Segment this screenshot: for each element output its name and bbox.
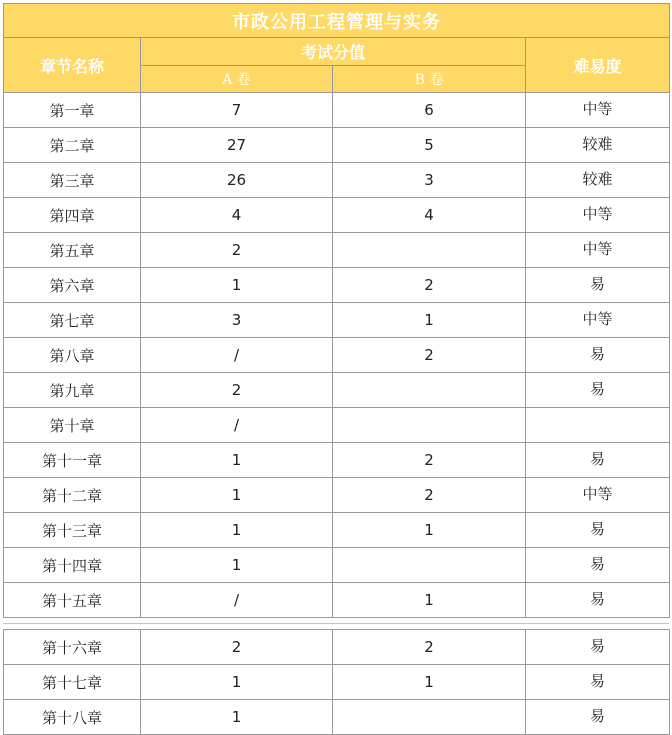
score-a-cell: 1 [141, 665, 333, 700]
table-row [4, 408, 670, 443]
header-paper-a: A 卷 [141, 66, 333, 93]
difficulty-cell: 较难 [526, 163, 670, 198]
score-b-cell: 6 [333, 93, 526, 128]
score-b-cell: 1 [333, 665, 526, 700]
table-row [4, 373, 670, 408]
chapter-cell: 第七章 [4, 303, 141, 338]
difficulty-cell: 易 [526, 373, 670, 408]
chapter-cell: 第十三章 [4, 513, 141, 548]
score-a-cell: 7 [141, 93, 333, 128]
score-b-cell: 2 [333, 443, 526, 478]
score-a-cell: 1 [141, 548, 333, 583]
score-b-cell: 3 [333, 163, 526, 198]
table-row [4, 665, 670, 700]
difficulty-cell: 较难 [526, 128, 670, 163]
score-table-container [3, 3, 669, 735]
table-row [4, 338, 670, 373]
difficulty-cell: 易 [526, 665, 670, 700]
difficulty-cell: 中等 [526, 478, 670, 513]
gap-divider [3, 623, 669, 624]
table-row [4, 303, 670, 338]
score-a-cell: 1 [141, 700, 333, 735]
chapter-cell: 第四章 [4, 198, 141, 233]
score-b-cell: 5 [333, 128, 526, 163]
score-b-cell: 2 [333, 478, 526, 513]
difficulty-cell: 易 [526, 583, 670, 618]
table-row [4, 478, 670, 513]
header-score-group: 考试分值 [141, 38, 526, 66]
table-row [4, 128, 670, 163]
score-a-cell: 3 [141, 303, 333, 338]
chapter-cell: 第十四章 [4, 548, 141, 583]
score-b-cell [333, 408, 526, 443]
difficulty-cell: 易 [526, 443, 670, 478]
difficulty-cell: 中等 [526, 303, 670, 338]
chapter-cell: 第九章 [4, 373, 141, 408]
difficulty-cell: 易 [526, 630, 670, 665]
score-b-cell [333, 373, 526, 408]
table-row [4, 163, 670, 198]
difficulty-cell: 中等 [526, 233, 670, 268]
score-b-cell [333, 700, 526, 735]
header-paper-b: B 卷 [333, 66, 526, 93]
chapter-cell: 第十章 [4, 408, 141, 443]
score-a-cell: 1 [141, 268, 333, 303]
table-row [4, 630, 670, 665]
table-row [4, 443, 670, 478]
score-b-cell: 2 [333, 268, 526, 303]
difficulty-cell: 中等 [526, 93, 670, 128]
table-row [4, 233, 670, 268]
score-b-cell: 2 [333, 630, 526, 665]
table-title: 市政公用工程管理与实务 [4, 4, 670, 38]
difficulty-cell: 易 [526, 338, 670, 373]
score-a-cell: 2 [141, 373, 333, 408]
chapter-cell: 第十五章 [4, 583, 141, 618]
chapter-cell: 第五章 [4, 233, 141, 268]
score-a-cell: / [141, 338, 333, 373]
score-b-cell: 2 [333, 338, 526, 373]
score-a-cell: 2 [141, 233, 333, 268]
chapter-cell: 第三章 [4, 163, 141, 198]
difficulty-cell: 易 [526, 548, 670, 583]
score-a-cell: / [141, 583, 333, 618]
score-table-continued [3, 629, 670, 735]
score-b-cell: 1 [333, 303, 526, 338]
score-b-cell: 1 [333, 513, 526, 548]
chapter-cell: 第十二章 [4, 478, 141, 513]
table-row [4, 268, 670, 303]
score-a-cell: / [141, 408, 333, 443]
difficulty-cell: 易 [526, 700, 670, 735]
score-a-cell: 26 [141, 163, 333, 198]
table-row [4, 583, 670, 618]
chapter-cell: 第十八章 [4, 700, 141, 735]
score-a-cell: 1 [141, 478, 333, 513]
chapter-cell: 第二章 [4, 128, 141, 163]
table-body-part2 [4, 630, 670, 735]
table-row [4, 198, 670, 233]
difficulty-cell: 易 [526, 268, 670, 303]
score-a-cell: 27 [141, 128, 333, 163]
table-row [4, 548, 670, 583]
difficulty-cell: 中等 [526, 198, 670, 233]
score-a-cell: 1 [141, 513, 333, 548]
score-b-cell: 4 [333, 198, 526, 233]
table-gap [3, 618, 669, 629]
chapter-cell: 第十一章 [4, 443, 141, 478]
difficulty-cell [526, 408, 670, 443]
score-table [3, 3, 670, 618]
chapter-cell: 第一章 [4, 93, 141, 128]
table-body-part1 [4, 93, 670, 618]
score-a-cell: 2 [141, 630, 333, 665]
score-a-cell: 1 [141, 443, 333, 478]
header-difficulty: 难易度 [526, 38, 670, 93]
difficulty-cell: 易 [526, 513, 670, 548]
chapter-cell: 第十六章 [4, 630, 141, 665]
table-row [4, 93, 670, 128]
score-b-cell [333, 233, 526, 268]
chapter-cell: 第八章 [4, 338, 141, 373]
chapter-cell: 第十七章 [4, 665, 141, 700]
table-row [4, 700, 670, 735]
score-a-cell: 4 [141, 198, 333, 233]
header-chapter: 章节名称 [4, 38, 141, 93]
score-b-cell [333, 548, 526, 583]
chapter-cell: 第六章 [4, 268, 141, 303]
table-row [4, 513, 670, 548]
score-b-cell: 1 [333, 583, 526, 618]
